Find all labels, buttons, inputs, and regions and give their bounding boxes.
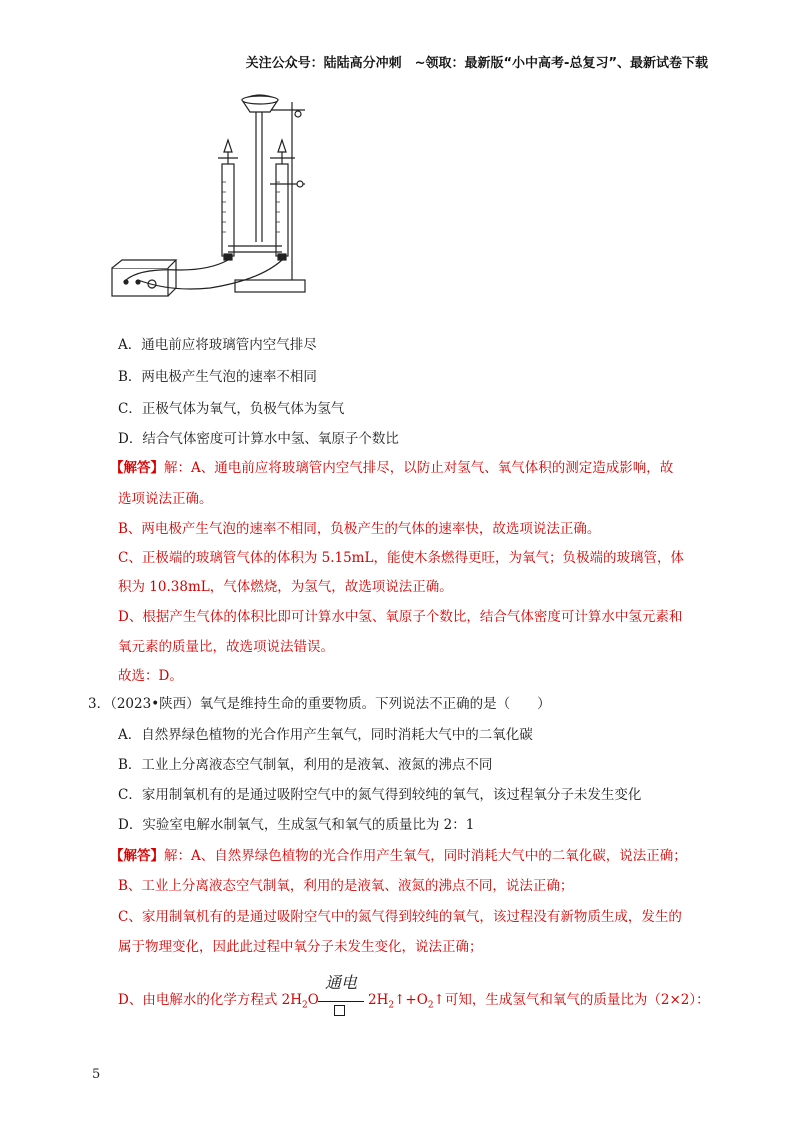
q2-answer-line-3: B、两电极产生气泡的速率不相同，负极产生的气体的速率快，故选项说法正确。 [118, 521, 601, 537]
right-tube [276, 164, 288, 256]
q3-answer-line-3: C、家用制氧机有的是通过吸附空气中的氮气得到较纯的氧气，该过程没有新物质生成，发生的 [118, 909, 682, 925]
q3-option-c: C．家用制氧机有的是通过吸附空气中的氮气得到较纯的氧气，该过程氧分子未发生变化 [118, 787, 642, 803]
q2-answer-line-2: 选项说法正确。 [118, 491, 213, 507]
page-number: 5 [92, 1067, 101, 1082]
equation-condition: 通电 [324, 973, 357, 992]
q3-option-a: A．自然界绿色植物的光合作用产生氧气，同时消耗大气中的二氧化碳 [118, 727, 533, 743]
q3-answer-line-1 [110, 846, 687, 866]
stand-base [235, 280, 305, 292]
q2-answer-line-5: 积为 10.38mL，气体燃烧，为氢气，故选项说法正确。 [118, 579, 453, 595]
equation-suffix: ↑可知，生成氢气和氧气的质量比为（2×2）： [433, 992, 710, 1008]
q2-answer-line-8: 故选：D。 [118, 668, 183, 684]
q3-stem: 3．（2023•陕西）氧气是维持生命的重要物质。下列说法不正确的是（ ） [88, 696, 551, 712]
q2-option-a: A．通电前应将玻璃管内空气排尽 [118, 337, 317, 353]
electrolysis-equation-line [118, 968, 738, 1028]
equation-reactant-o: O [307, 992, 319, 1008]
q2-answer-tag: 【解答】 [110, 460, 164, 476]
equation-bar [318, 1001, 364, 1002]
equation-prefix: D、由电解水的化学方程式 2H [118, 992, 302, 1008]
q2-answer-line-6: D、根据产生气体的体积比即可计算水中氢、氧原子个数比，结合气体密度可计算水中氢元素和 [118, 609, 683, 625]
q2-answer-line-4: C、正极端的玻璃管气体的体积为 5.15mL，能使木条燃得更旺，为氧气；负极端的玻璃管，体 [118, 550, 684, 566]
q3-answer-line-4: 属于物理变化，因此此过程中氧分子未发生变化，说法正确； [118, 939, 483, 955]
equation-sub-3: 2 [427, 1000, 434, 1011]
equation-product-h: 2H [368, 992, 389, 1008]
q2-answer-line-7: 氧元素的质量比，故选项说法错误。 [118, 639, 334, 655]
heat-box-icon [334, 1005, 345, 1016]
q2-option-d: D．结合气体密度可计算水中氢、氧原子个数比 [118, 431, 399, 447]
q3-option-b: B．工业上分离液态空气制氧，利用的是液氧、液氮的沸点不同 [118, 757, 493, 773]
q2-option-b: B．两电极产生气泡的速率不相同 [118, 369, 317, 385]
q2-answer-text: 解：A、通电前应将玻璃管内空气排尽，以防止对氢气、氧气体积的测定造成影响，故 [164, 460, 674, 476]
q3-option-d: D．实验室电解水制氧气，生成氢气和氧气的质量比为 2：1 [118, 817, 475, 833]
q3-answer-line-2: B、工业上分离液态空气制氧，利用的是液氧、液氮的沸点不同，说法正确； [118, 878, 574, 894]
q3-answer-tag: 【解答】 [110, 848, 164, 864]
q2-option-c: C．正极气体为氧气，负极气体为氢气 [118, 401, 345, 417]
equation-sub-2: 2 [388, 1000, 395, 1011]
electrolysis-apparatus-figure [110, 92, 330, 302]
page-header: 关注公众号：陆陆高分冲刺 ~领取：最新版“小中高考-总复习”、最新试卷下载 [245, 56, 708, 71]
left-tube [222, 164, 234, 256]
equation-sub-1: 2 [301, 1000, 308, 1011]
q2-answer-line-1 [110, 458, 673, 478]
equation-arrow-1: ↑+O [394, 992, 428, 1008]
q3-answer-text: 解：A、自然界绿色植物的光合作用产生氧气，同时消耗大气中的二氧化碳，说法正确； [164, 848, 687, 864]
